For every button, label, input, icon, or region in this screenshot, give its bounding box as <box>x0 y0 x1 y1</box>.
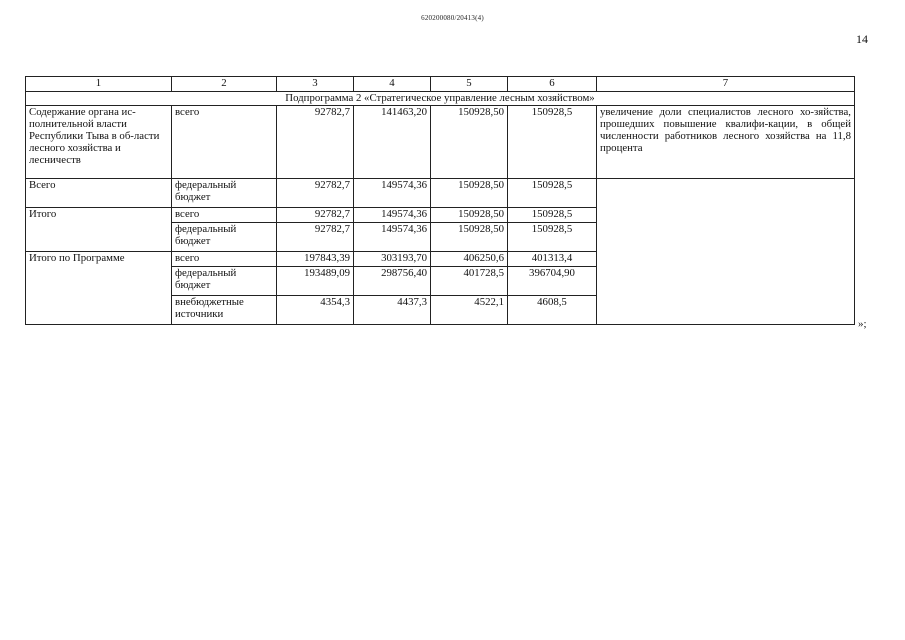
column-header: 1 <box>26 77 172 92</box>
closing-quote-mark: »; <box>858 318 867 330</box>
funding-source: внебюджетные источники <box>172 296 277 325</box>
value-col3: 92782,7 <box>277 106 354 179</box>
value-col5: 401728,5 <box>431 267 508 296</box>
subprogram-row <box>26 92 855 106</box>
table-row <box>26 106 855 179</box>
value-col5: 150928,50 <box>431 179 508 208</box>
value-col6: 150928,5 <box>508 208 597 223</box>
value-col4: 149574,36 <box>354 223 431 252</box>
funding-source: федеральный бюджет <box>172 267 277 296</box>
value-col6: 150928,5 <box>508 106 597 179</box>
funding-source: всего <box>172 208 277 223</box>
expected-result: увеличение доли специалистов лесного хо-зяйства, прошедших повышение квалифи-кации, в общей численности работников лесного хозяйства на 11,8 процента <box>597 106 855 179</box>
document-code: 620200080/20413(4) <box>421 14 484 22</box>
value-col5: 150928,50 <box>431 106 508 179</box>
column-header: 5 <box>431 77 508 92</box>
value-col3: 92782,7 <box>277 223 354 252</box>
value-col6: 150928,5 <box>508 223 597 252</box>
row-name: Содержание органа ис-полнительной власти Республики Тыва в об-ласти лесного хозяйства и лесничеств <box>26 106 172 179</box>
column-header: 3 <box>277 77 354 92</box>
value-col5: 150928,50 <box>431 208 508 223</box>
funding-source: всего <box>172 106 277 179</box>
value-col6: 401313,4 <box>508 252 597 267</box>
column-header: 7 <box>597 77 855 92</box>
subprogram-title: Подпрограмма 2 «Стратегическое управление лесным хозяйством» <box>26 92 855 106</box>
value-col6: 150928,5 <box>508 179 597 208</box>
value-col3: 197843,39 <box>277 252 354 267</box>
table-row <box>26 179 855 208</box>
value-col4: 149574,36 <box>354 208 431 223</box>
funding-source: всего <box>172 252 277 267</box>
row-name: Итого по Программе <box>26 252 172 325</box>
value-col4: 4437,3 <box>354 296 431 325</box>
row-name: Всего <box>26 179 172 208</box>
value-col4: 303193,70 <box>354 252 431 267</box>
value-col5: 150928,50 <box>431 223 508 252</box>
value-col3: 193489,09 <box>277 267 354 296</box>
value-col3: 92782,7 <box>277 208 354 223</box>
value-col6: 4608,5 <box>508 296 597 325</box>
value-col3: 92782,7 <box>277 179 354 208</box>
column-header: 2 <box>172 77 277 92</box>
value-col5: 406250,6 <box>431 252 508 267</box>
value-col4: 298756,40 <box>354 267 431 296</box>
value-col3: 4354,3 <box>277 296 354 325</box>
column-header: 4 <box>354 77 431 92</box>
value-col4: 149574,36 <box>354 179 431 208</box>
column-header: 6 <box>508 77 597 92</box>
column-number-row <box>26 77 855 92</box>
empty-result-cell <box>597 179 855 325</box>
funding-source: федеральный бюджет <box>172 223 277 252</box>
value-col6: 396704,90 <box>508 267 597 296</box>
funding-source: федеральный бюджет <box>172 179 277 208</box>
row-name: Итого <box>26 208 172 252</box>
program-table <box>25 76 855 325</box>
value-col5: 4522,1 <box>431 296 508 325</box>
page-number: 14 <box>856 32 868 46</box>
value-col4: 141463,20 <box>354 106 431 179</box>
